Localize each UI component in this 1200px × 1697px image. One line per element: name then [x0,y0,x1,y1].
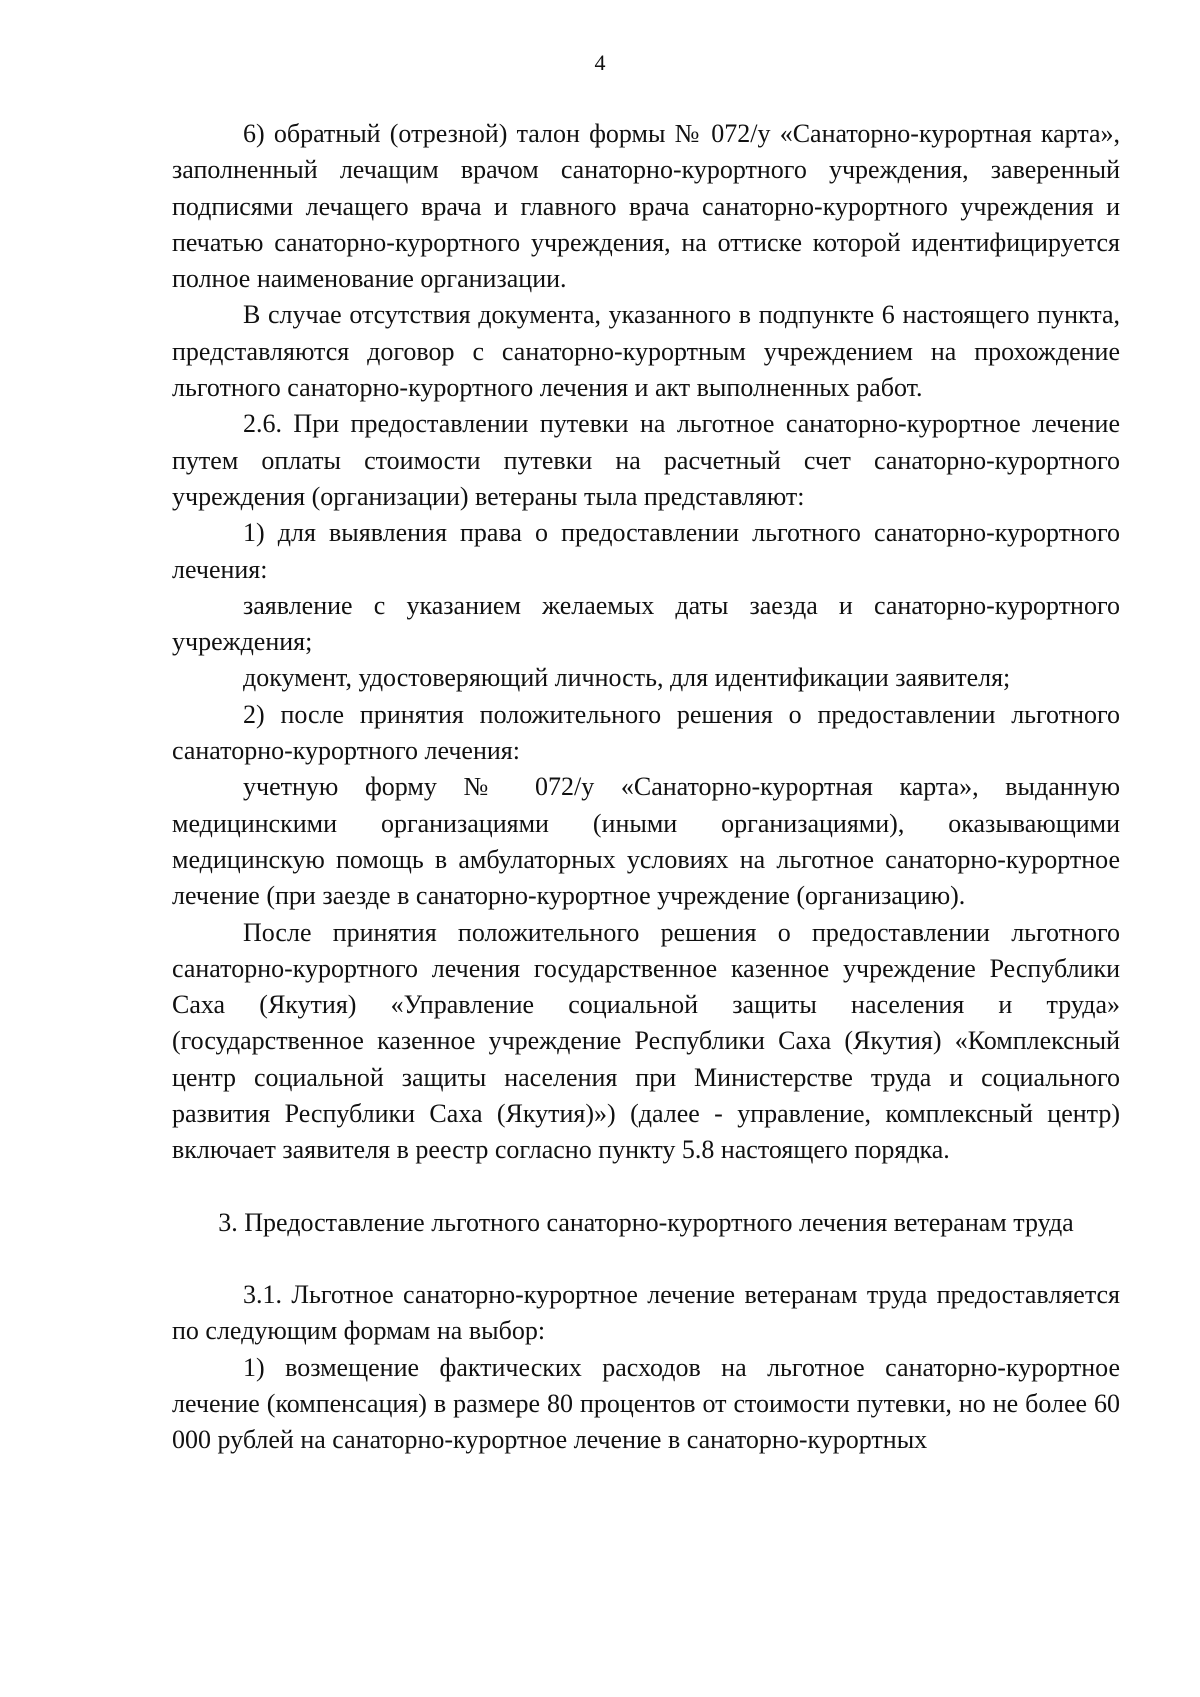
paragraph-application: заявление с указанием желаемых даты заезда и санаторно-курортного учреждения; [172,590,1120,657]
paragraph-3-1-item-1: 1) возмещение фактических расходов на льготное санаторно-курортное лечение (компенсация) в размере 80 процентов от стоимости путевки, но не более 60 000 рублей на санаторно-курортное лечение в санаторно-курортных [172,1352,1120,1455]
paragraph-identity-document: документ, удостоверяющий личность, для идентификации заявителя; [243,663,1011,693]
paragraph-3-1: 3.1. Льготное санаторно-курортное лечение ветеранам труда предоставляется по следующим формам на выбор: [172,1279,1120,1346]
section-heading-3: 3. Предоставление льготного санаторно-курортного лечения ветеранам труда [218,1207,1074,1237]
paragraph-2-6: 2.6. При предоставлении путевки на льготное санаторно-курортное лечение путем оплаты стоимости путевки на расчетный счет санаторно-курортного учреждения (организации) ветераны тыла представляют: [172,409,1120,511]
page-number: 4 [594,50,606,75]
paragraph-registry-inclusion: После принятия положительного решения о предоставлении льготного санаторно-курортного лечения государственное казенное учреждение Республики Саха (Якутия) «Управление социальной защиты населения и труда» (государственное казенное учреждение Республики Саха (Якутия) «Комплексный центр социальной защиты населения при Министерстве труда и социального развития Республики Саха (Якутия)») (далее - управление, комплексный центр) включает заявителя в реестр согласно пункту 5.8 настоящего порядка. [172,917,1120,1165]
paragraph-absence-of-document: В случае отсутствия документа, указанного в подпункте 6 настоящего пункта, представляются договор с санаторно-курортным учреждением на прохождение льготного санаторно-курортного лечения и акт выполненных работ. [172,300,1120,403]
paragraph-form-072: учетную форму № 072/у «Санаторно-курортная карта», выданную медицинскими организациями (иными организациями), оказывающими медицинскую помощь в амбулаторных условиях на льготное санаторно-курортное лечение (при заезде в санаторно-курортное учреждение (организацию). [172,772,1120,911]
paragraph-item-6: 6) обратный (отрезной) талон формы № 072/у «Санаторно-курортная карта», заполненный лечащим врачом санаторно-курортного учреждения, заверенный подписями лечащего врача и главного врача санаторно-курортного учреждения и печатью санаторно-курортного учреждения, на оттиске которой идентифицируется полное наименование организации. [172,119,1120,294]
paragraph-2-6-item-1: 1) для выявления права о предоставлении льготного санаторно-курортного лечения: [172,518,1120,584]
document-body [172,116,1120,1458]
paragraph-2-6-item-2: 2) после принятия положительного решения о предоставлении льготного санаторно-курортного лечения: [172,699,1120,766]
